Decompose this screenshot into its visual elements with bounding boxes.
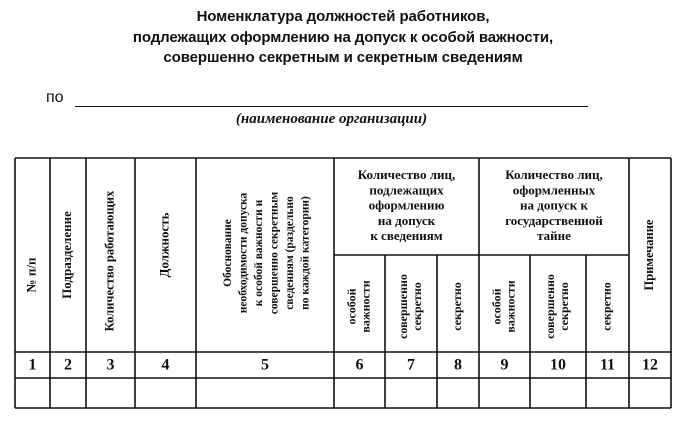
header-group-cleared-line-4: государственной <box>505 212 603 228</box>
header-justification-line-4: совершенно секретным <box>268 191 281 315</box>
blank-cell-8[interactable] <box>437 378 479 408</box>
header-special-importance-1 <box>344 280 372 332</box>
header-group-to-be-cleared-line-2: подлежащих <box>369 182 444 198</box>
header-justification-line-1: Обоснование <box>221 219 234 287</box>
blank-cell-2[interactable] <box>50 378 86 408</box>
column-number-8: 8 <box>454 356 462 374</box>
header-group-to-be-cleared <box>358 167 456 243</box>
header-department <box>59 211 74 299</box>
header-secret-1 <box>450 282 464 331</box>
header-position <box>156 212 171 277</box>
header-special-importance-2-line-2: важности <box>503 280 518 333</box>
header-group-cleared <box>505 167 603 243</box>
column-number-7: 7 <box>407 356 415 374</box>
header-row-number <box>23 257 38 292</box>
header-justification <box>222 192 312 315</box>
blank-cell-11[interactable] <box>586 378 629 408</box>
blank-cell-10[interactable] <box>530 378 586 408</box>
column-number-3: 3 <box>106 356 115 374</box>
header-group-to-be-cleared-line-4: на допуск <box>377 212 436 228</box>
blank-cell-5[interactable] <box>196 378 334 408</box>
column-number-6: 6 <box>355 356 364 374</box>
header-justification-line-6: по каждой категории) <box>299 196 312 310</box>
header-group-to-be-cleared-line-5: к сведениям <box>370 228 443 244</box>
header-top-secret-2 <box>543 274 571 339</box>
column-number-2: 2 <box>64 356 72 374</box>
column-number-11: 11 <box>599 356 616 374</box>
header-top-secret-1 <box>396 274 424 339</box>
header-employee-count-line-1: Количество работающих <box>102 190 117 332</box>
column-number-5: 5 <box>261 356 269 374</box>
header-row-number-line-1: № п/п <box>23 257 39 293</box>
blank-cell-6[interactable] <box>334 378 385 408</box>
header-group-cleared-line-3: на допуск к <box>520 197 588 213</box>
column-number-1: 1 <box>28 356 37 374</box>
header-top-secret-1-line-2: секретно <box>409 282 424 331</box>
header-department-line-1: Подразделение <box>58 211 74 299</box>
header-employee-count <box>102 190 116 331</box>
header-special-importance-1-line-1: особой <box>344 288 359 325</box>
column-number-row <box>29 357 659 374</box>
header-group-cleared-line-5: тайне <box>537 228 571 244</box>
column-number-4: 4 <box>161 356 170 374</box>
table-header <box>23 167 655 339</box>
blank-cell-7[interactable] <box>385 378 437 408</box>
title-line-2: подлежащих оформлению на допуск к особой важности, <box>132 28 554 46</box>
header-special-importance-1-line-2: важности <box>358 280 373 333</box>
header-top-secret-2-line-1: совершенно <box>542 274 557 339</box>
title-line-1: Номенклатура должностей работников, <box>196 8 490 25</box>
column-number-10: 10 <box>550 356 566 374</box>
header-group-to-be-cleared-line-1: Количество лиц, <box>357 167 456 182</box>
header-group-to-be-cleared-line-3: оформлению <box>368 197 445 213</box>
blank-cell-1[interactable] <box>15 378 50 408</box>
header-justification-line-3: к особой важности и <box>252 199 265 307</box>
title-line-3: совершенно секретным и секретным сведениям <box>163 49 523 66</box>
header-group-cleared-line-2: оформленных <box>512 182 596 198</box>
header-group-cleared-line-1: Количество лиц, <box>505 167 603 182</box>
blank-cell-3[interactable] <box>86 378 135 408</box>
blank-cell-9[interactable] <box>479 378 530 408</box>
header-secret-1-line-1: секретно <box>449 282 464 331</box>
organization-prefix: по <box>46 89 64 106</box>
header-secret-2-line-1: секретно <box>599 282 614 331</box>
header-top-secret-1-line-1: совершенно <box>395 274 410 339</box>
header-note <box>642 219 656 290</box>
header-special-importance-2 <box>489 280 517 332</box>
header-justification-line-5: сведениям (раздельно <box>283 196 296 310</box>
blank-cell-4[interactable] <box>135 378 196 408</box>
header-top-secret-2-line-2: секретно <box>556 282 571 331</box>
header-position-line-1: Должность <box>156 212 172 278</box>
header-note-line-1: Примечание <box>641 219 656 291</box>
header-justification-line-2: необходимости допуска <box>237 192 250 314</box>
blank-cell-12[interactable] <box>629 378 671 408</box>
blank-row[interactable] <box>15 378 671 408</box>
header-secret-2 <box>599 282 613 331</box>
header-special-importance-2-line-1: особой <box>489 288 504 325</box>
organization-caption: (наименование организации) <box>235 111 428 127</box>
column-number-12: 12 <box>642 356 658 374</box>
column-number-9: 9 <box>500 356 509 374</box>
